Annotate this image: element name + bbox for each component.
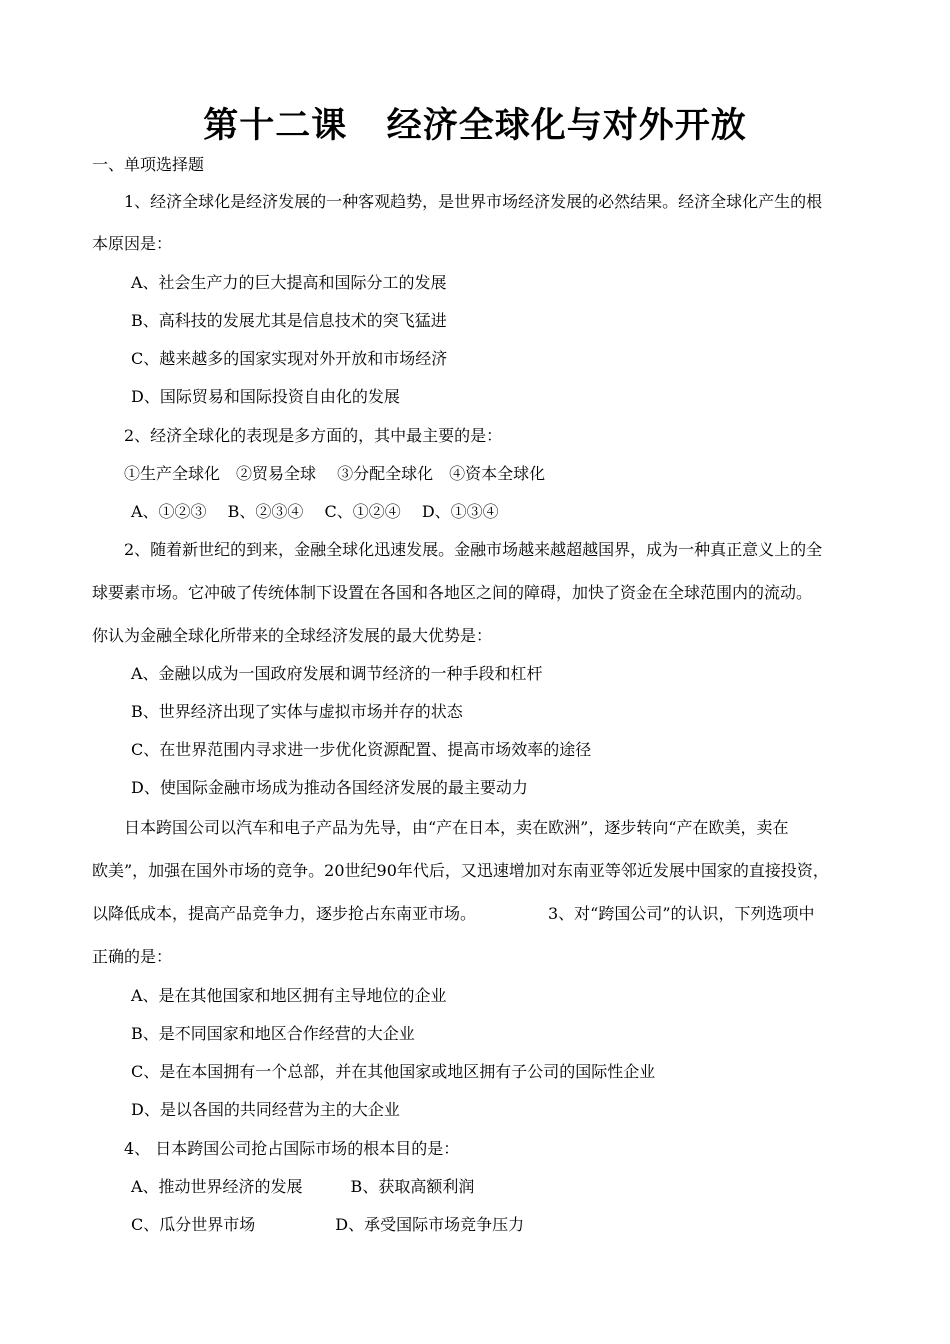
passage-line1: 日本跨国公司以汽车和电子产品为先导，由“产在日本，卖在欧洲”，逐步转向“产在欧美，卖在	[92, 818, 789, 837]
q2b-option-a: A、金融以成为一国政府发展和调节经济的一种手段和杠杆	[131, 664, 543, 683]
q2b-option-b: B、世界经济出现了实体与虚拟市场并存的状态	[131, 702, 463, 721]
page-title: 第十二课 经济全球化与对外开放	[203, 106, 747, 146]
passage-line3: 以降低成本，提高产品竞争力，逐步抢占东南亚市场。 3、对“跨国公司”的认识，下列选项中	[92, 904, 815, 923]
passage-line2: 欧美”，加强在国外市场的竞争。20世纪90年代后，又迅速增加对东南亚等邻近发展中国家的直接投资，	[92, 861, 829, 880]
q2a-choices: A、①②③ B、②③④ C、①②④ D、①③④	[131, 502, 499, 521]
q2b-stem-line3: 你认为金融全球化所带来的全球经济发展的最大优势是：	[92, 626, 493, 645]
section-heading: 一、单项选择题	[92, 155, 205, 174]
q4-stem: 4、 日本跨国公司抢占国际市场的根本目的是：	[92, 1139, 460, 1158]
q1-option-d: D、国际贸易和国际投资自由化的发展	[131, 387, 400, 406]
q2b-option-c: C、在世界范围内寻求进一步优化资源配置、提高市场效率的途径	[131, 740, 592, 759]
q1-option-b: B、高科技的发展尤其是信息技术的突飞猛进	[131, 311, 447, 330]
q3-option-a: A、是在其他国家和地区拥有主导地位的企业	[131, 986, 447, 1005]
q1-option-c: C、越来越多的国家实现对外开放和市场经济	[131, 349, 448, 368]
q1-option-a: A、社会生产力的巨大提高和国际分工的发展	[131, 273, 447, 292]
q4-options-cd: C、瓜分世界市场 D、承受国际市场竞争压力	[131, 1215, 525, 1234]
q3-option-d: D、是以各国的共同经营为主的大企业	[131, 1100, 400, 1119]
q2a-stem: 2、经济全球化的表现是多方面的，其中最主要的是：	[92, 426, 503, 445]
q2a-items: ①生产全球化 ②贸易全球 ③分配全球化 ④资本全球化	[124, 464, 546, 483]
q2b-option-d: D、使国际金融市场成为推动各国经济发展的最主要动力	[131, 778, 528, 797]
q3-option-c: C、是在本国拥有一个总部，并在其他国家或地区拥有子公司的国际性企业	[131, 1062, 656, 1081]
passage-line4: 正确的是：	[92, 947, 173, 966]
q2b-stem-line1: 2、随着新世纪的到来，金融全球化迅速发展。金融市场越来越超越国界，成为一种真正意义上的全	[92, 540, 823, 559]
q4-options-ab: A、推动世界经济的发展 B、获取高额利润	[131, 1177, 475, 1196]
q1-stem-line1: 1、经济全球化是经济发展的一种客观趋势，是世界市场经济发展的必然结果。经济全球化产生的根	[92, 192, 823, 211]
q2b-stem-line2: 球要素市场。它冲破了传统体制下设置在各国和各地区之间的障碍，加快了资金在全球范围内的流动。	[92, 583, 813, 602]
q1-stem-line2: 本原因是：	[92, 234, 173, 253]
q3-option-b: B、是不同国家和地区合作经营的大企业	[131, 1024, 415, 1043]
